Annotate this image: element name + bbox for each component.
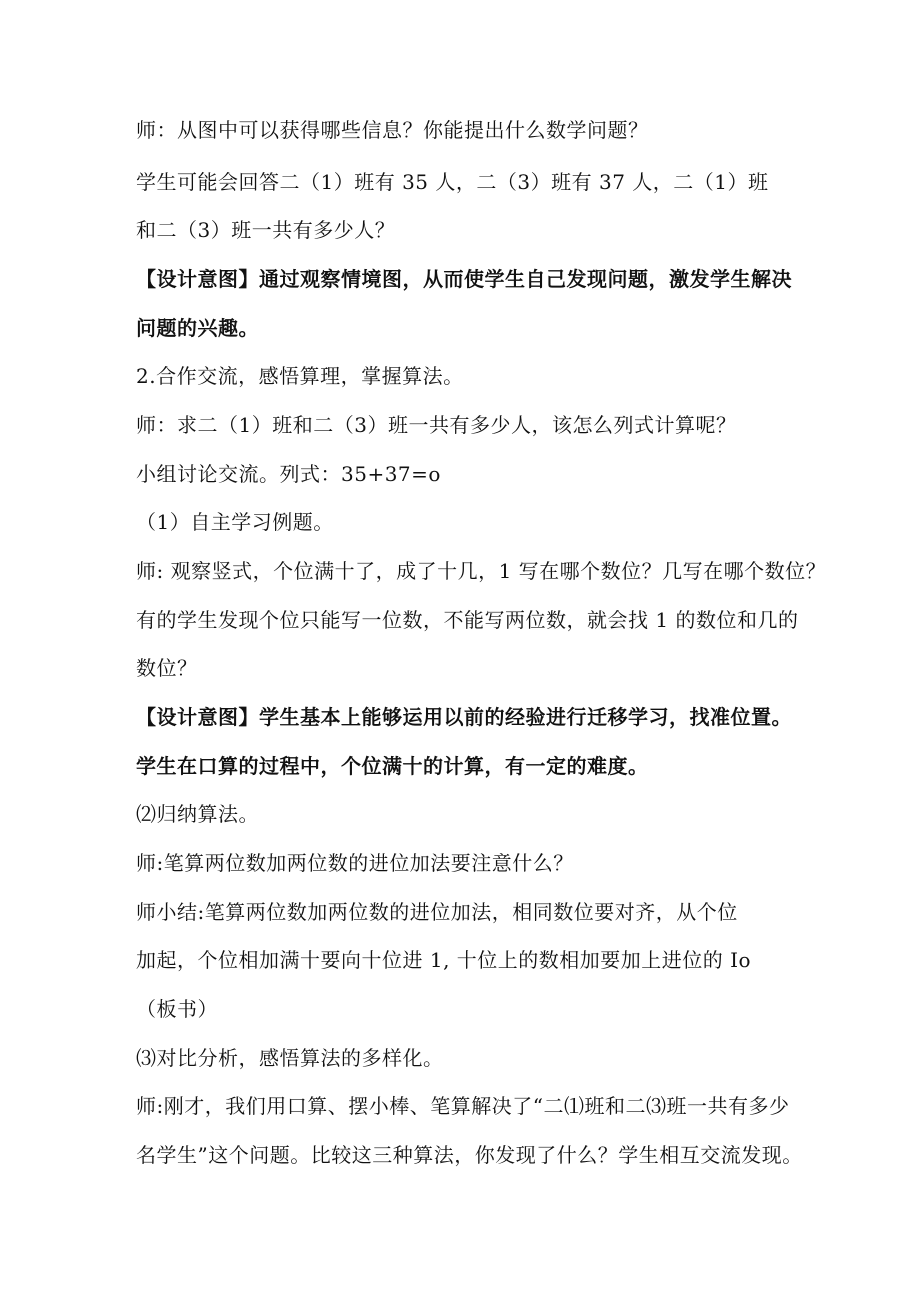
text-line-teacher-ask-formula: 师：求二（1）班和二（3）班一共有多少人，该怎么列式计算呢？ xyxy=(136,413,737,437)
text-line-student-answer: 学生可能会回答二（1）班有 35 人，二（3）班有 37 人，二（1）班 xyxy=(136,170,769,194)
text-line-design-intent-1: 【设计意图】通过观察情境图，从而使学生自己发现问题，激发学生解决 xyxy=(136,267,792,291)
text-line-teacher-summary: 师小结:笔算两位数加两位数的进位加法，相同数位要对齐，从个位 xyxy=(136,900,738,924)
text-line-blackboard-note: （板书） xyxy=(136,997,218,1021)
section-heading-cooperation: 2.合作交流，感悟算理，掌握算法。 xyxy=(136,364,464,388)
text-line-student-discover-cont: 数位？ xyxy=(136,656,198,680)
text-line-student-discover: 有的学生发现个位只能写一位数，不能写两位数，就会找 1 的数位和几的 xyxy=(136,608,799,632)
text-line-design-intent-2: 【设计意图】学生基本上能够运用以前的经验进行迁移学习，找准位置。 xyxy=(136,705,792,729)
text-line-teacher-compare: 师:刚才，我们用口算、摆小棒、笔算解决了“二⑴班和二⑶班一共有多少 xyxy=(136,1094,790,1118)
subheading-summarize: ⑵归纳算法。 xyxy=(136,802,259,826)
text-line-teacher-question: 师：从图中可以获得哪些信息？你能提出什么数学问题？ xyxy=(136,118,649,142)
text-line-group-discussion: 小组讨论交流。列式：35+37=o xyxy=(136,462,441,486)
text-line-teacher-summary-cont: 加起，个位相加满十要向十位进 1, 十位上的数相加要加上进位的 Io xyxy=(136,948,752,972)
text-line-teacher-observe: 师: 观察竖式，个位满十了，成了十几，1 写在哪个数位？几写在哪个数位？ xyxy=(136,559,827,583)
text-line-student-answer-cont: 和二（3）班一共有多少人？ xyxy=(136,218,396,242)
text-line-design-intent-2-cont: 学生在口算的过程中，个位满十的计算，有一定的难度。 xyxy=(136,754,649,778)
subheading-compare: ⑶对比分析，感悟算法的多样化。 xyxy=(136,1046,444,1070)
text-line-teacher-attention: 师:笔算两位数加两位数的进位加法要注意什么？ xyxy=(136,851,574,875)
text-line-teacher-compare-cont: 名学生”这个问题。比较这三种算法，你发现了什么？学生相互交流发现。 xyxy=(136,1143,803,1167)
text-line-design-intent-1-cont: 问题的兴趣。 xyxy=(136,316,259,340)
subheading-self-study: （1）自主学习例题。 xyxy=(136,510,334,534)
